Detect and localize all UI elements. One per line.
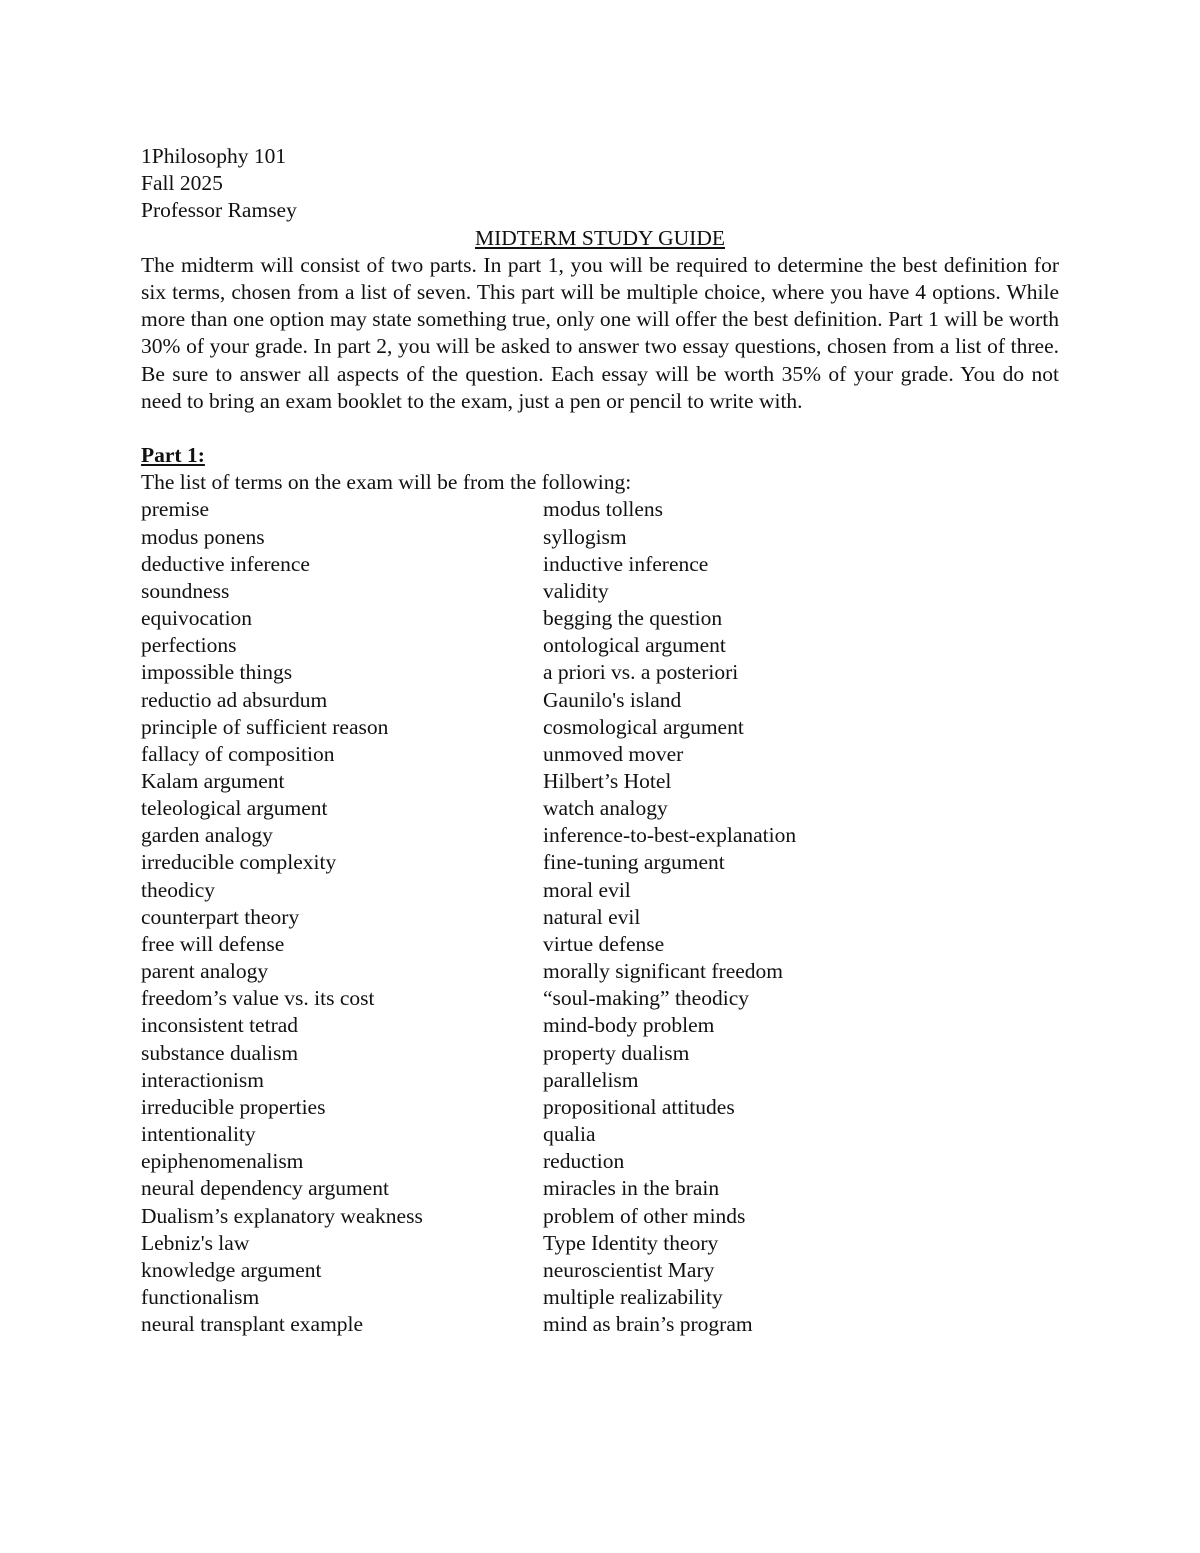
terms-list xyxy=(141,496,1059,1338)
term-right: miracles in the brain xyxy=(543,1176,720,1201)
term-row xyxy=(141,578,1059,605)
term-row xyxy=(141,496,1059,523)
term-row xyxy=(141,1012,1059,1039)
term-left: substance dualism xyxy=(141,1040,299,1065)
term-right: fine-tuning argument xyxy=(543,850,725,875)
term-left: free will defense xyxy=(141,931,285,956)
term-row xyxy=(141,1067,1059,1094)
term-right: mind-body problem xyxy=(543,1013,715,1038)
part1-lead: The list of terms on the exam will be from the following: xyxy=(141,470,632,495)
term-row xyxy=(141,795,1059,822)
term-left: equivocation xyxy=(141,606,253,631)
course-name: 1Philosophy 101 xyxy=(141,144,287,168)
term-row xyxy=(141,1230,1059,1257)
term-left: fallacy of composition xyxy=(141,741,335,766)
term-right: inductive inference xyxy=(543,551,709,576)
page-title: MIDTERM STUDY GUIDE xyxy=(474,225,726,250)
term-row xyxy=(141,1284,1059,1311)
term-left: neural transplant example xyxy=(141,1312,364,1337)
intro-paragraph: The midterm will consist of two parts. In part 1, you will be required to determine the best definition for six terms, chosen from a list of seven. This part will be multiple choice, where you have 4 options. While more than one option may state something true, only one will offer the best definition. Part 1 will be worth 30% of your grade. In part 2, you will be asked to answer two essay questions, chosen from a list of three. Be sure to answer all aspects of the question. Each essay will be worth 35% of your grade. You do not need to bring an exam booklet to the exam, just a pen or pencil to write with. xyxy=(141,252,1059,413)
term-row xyxy=(141,1148,1059,1175)
term-row xyxy=(141,524,1059,551)
instructor-name: Professor Ramsey xyxy=(141,198,297,223)
term-right: propositional attitudes xyxy=(543,1094,735,1119)
term-label: Fall 2025 xyxy=(141,171,223,196)
term-left: principle of sufficient reason xyxy=(141,714,389,739)
term-right: syllogism xyxy=(543,524,627,549)
term-left: soundness xyxy=(141,578,230,603)
term-left: irreducible complexity xyxy=(141,850,337,875)
term-left: intentionality xyxy=(141,1122,256,1147)
term-right: moral evil xyxy=(543,877,631,902)
term-row xyxy=(141,904,1059,931)
term-row xyxy=(141,1203,1059,1230)
term-left: Lebniz's law xyxy=(141,1230,250,1255)
term-row xyxy=(141,605,1059,632)
term-left: theodicy xyxy=(141,877,216,902)
term-row xyxy=(141,931,1059,958)
term-left: deductive inference xyxy=(141,551,310,576)
term-left: premise xyxy=(141,497,210,522)
term-left: neural dependency argument xyxy=(141,1176,389,1201)
term-row xyxy=(141,551,1059,578)
term-left: Kalam argument xyxy=(141,769,285,793)
spacer xyxy=(141,415,1059,442)
term-left: epiphenomenalism xyxy=(141,1149,304,1174)
term-right: validity xyxy=(543,578,609,603)
term-right: Type Identity theory xyxy=(543,1230,719,1255)
term-row xyxy=(141,958,1059,985)
term-right: mind as brain’s program xyxy=(543,1312,753,1337)
term-left: knowledge argument xyxy=(141,1257,322,1282)
term-left: parent analogy xyxy=(141,959,269,984)
term-right: Gaunilo's island xyxy=(543,687,682,712)
term-row xyxy=(141,1040,1059,1067)
term-right: qualia xyxy=(543,1122,596,1147)
term-right: unmoved mover xyxy=(543,741,684,766)
term-right: natural evil xyxy=(543,904,641,929)
term-row xyxy=(141,768,1059,795)
term-left: irreducible properties xyxy=(141,1094,326,1119)
part1-heading: Part 1: xyxy=(141,443,205,468)
term-left: modus ponens xyxy=(141,524,265,549)
document-page xyxy=(141,143,1059,1338)
term-right: property dualism xyxy=(543,1040,690,1065)
term-left: inconsistent tetrad xyxy=(141,1013,299,1038)
term-row xyxy=(141,687,1059,714)
term-left: teleological argument xyxy=(141,796,328,821)
term-right: ontological argument xyxy=(543,633,726,658)
term-right: morally significant freedom xyxy=(543,959,784,984)
term-left: counterpart theory xyxy=(141,904,300,929)
term-row xyxy=(141,985,1059,1012)
term-right: modus tollens xyxy=(543,497,664,522)
term-row xyxy=(141,741,1059,768)
term-left: perfections xyxy=(141,633,237,658)
term-right: problem of other minds xyxy=(543,1203,746,1228)
term-right: watch analogy xyxy=(543,796,668,821)
term-row xyxy=(141,822,1059,849)
term-left: freedom’s value vs. its cost xyxy=(141,986,375,1011)
term-left: impossible things xyxy=(141,660,293,685)
term-left: reductio ad absurdum xyxy=(141,687,328,712)
term-right: a priori vs. a posteriori xyxy=(543,660,739,685)
term-right: Hilbert’s Hotel xyxy=(543,769,672,793)
term-right: parallelism xyxy=(543,1067,639,1092)
term-row xyxy=(141,1257,1059,1284)
term-right: inference-to-best-explanation xyxy=(543,823,797,848)
term-right: multiple realizability xyxy=(543,1284,723,1309)
term-right: cosmological argument xyxy=(543,714,744,739)
term-row xyxy=(141,1175,1059,1202)
term-left: Dualism’s explanatory weakness xyxy=(141,1203,423,1228)
term-row xyxy=(141,714,1059,741)
term-right: neuroscientist Mary xyxy=(543,1257,715,1282)
term-row xyxy=(141,877,1059,904)
term-left: garden analogy xyxy=(141,823,273,848)
term-row xyxy=(141,1094,1059,1121)
term-left: functionalism xyxy=(141,1284,260,1309)
term-row xyxy=(141,632,1059,659)
term-right: virtue defense xyxy=(543,931,665,956)
term-left: interactionism xyxy=(141,1067,264,1092)
term-right: “soul-making” theodicy xyxy=(543,986,749,1011)
term-row xyxy=(141,1121,1059,1148)
term-row xyxy=(141,849,1059,876)
term-row xyxy=(141,659,1059,686)
term-right: begging the question xyxy=(543,606,723,631)
term-right: reduction xyxy=(543,1149,625,1174)
term-row xyxy=(141,1311,1059,1338)
